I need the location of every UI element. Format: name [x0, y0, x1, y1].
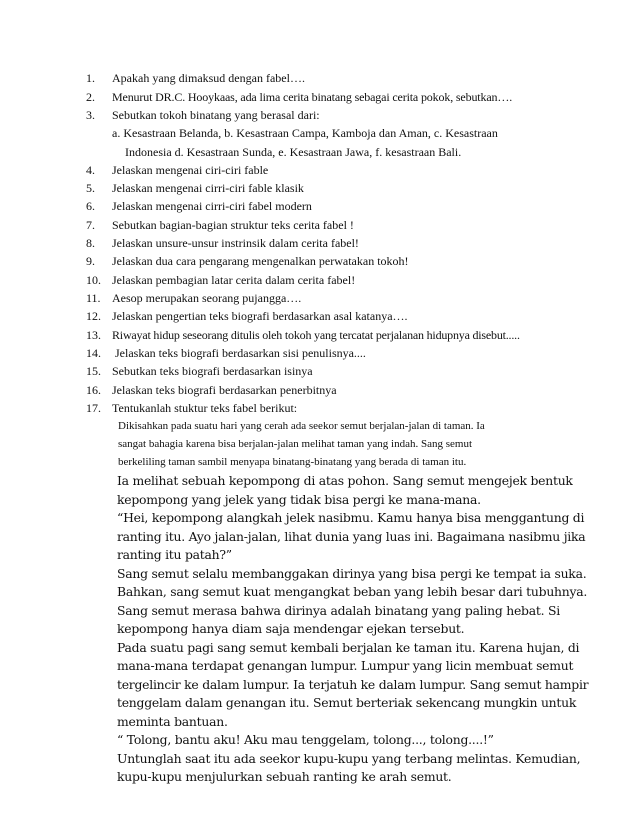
- question-6: [86, 199, 566, 213]
- question-number: 17.: [86, 401, 101, 415]
- question-number: 11.: [86, 291, 101, 305]
- question-number: 13.: [86, 328, 101, 342]
- question-text: Sebutkan teks biografi berdasarkan isinya: [112, 364, 313, 378]
- question-number: 2.: [86, 90, 95, 104]
- question-15: [86, 364, 566, 378]
- question-text: Menurut DR.C. Hooykaas, ada lima cerita binatang sebagai cerita pokok, sebutkan….: [112, 90, 513, 104]
- question-number: 10.: [86, 273, 101, 287]
- question-number: 16.: [86, 383, 101, 397]
- question-text: Aesop merupakan seorang pujangga….: [112, 291, 302, 305]
- question-number: 3.: [86, 108, 95, 122]
- question-text: Riwayat hidup seseorang ditulis oleh tokoh yang tercatat perjalanan hidupnya disebut.....: [112, 328, 520, 342]
- question-14: [86, 346, 566, 360]
- story-line: Ia melihat sebuah kepompong di atas pohon. Sang semut mengejek bentuk: [117, 473, 573, 488]
- question-7: [86, 218, 566, 232]
- story-line: meminta bantuan.: [117, 714, 228, 729]
- story-line: Sang semut merasa bahwa dirinya adalah binatang yang paling hebat. Si: [117, 603, 560, 618]
- question-text: Sebutkan bagian-bagian struktur teks cerita fabel !: [112, 218, 354, 232]
- story-line: Sang semut selalu membanggakan dirinya yang bisa pergi ke tempat ia suka.: [117, 566, 587, 581]
- story-line: kepompong hanya diam saja mendengar ejekan tersebut.: [117, 621, 465, 636]
- question-text: Jelaskan pengertian teks biografi berdasarkan asal katanya….: [112, 309, 408, 323]
- question-1: [86, 71, 566, 85]
- story-line: ranting itu patah?”: [117, 547, 232, 562]
- question-number: 15.: [86, 364, 101, 378]
- story-line: kepompong yang jelek yang tidak bisa pergi ke mana-mana.: [117, 492, 481, 507]
- question-4: [86, 163, 566, 177]
- question-text: Jelaskan mengenai cirri-ciri fabel modern: [112, 199, 312, 213]
- story-line: ranting itu. Ayo jalan-jalan, lihat dunia yang luas ini. Bagaimana nasibmu jika: [117, 529, 586, 544]
- story-intro-line: berkeliling taman sambil menyapa binatang-binatang yang berada di taman itu.: [118, 456, 467, 468]
- question-13: [86, 328, 566, 342]
- story-line: Pada suatu pagi sang semut kembali berjalan ke taman itu. Karena hujan, di: [117, 640, 580, 655]
- story-line: “ Tolong, bantu aku! Aku mau tenggelam, tolong..., tolong....!”: [117, 732, 494, 747]
- question-3-options-line-1: a. Kesastraan Belanda, b. Kesastraan Campa, Kamboja dan Aman, c. Kesastraan: [112, 126, 498, 140]
- question-12: [86, 309, 566, 323]
- question-text: Jelaskan unsure-unsur instrinsik dalam cerita fabel!: [112, 236, 359, 250]
- story-line: Untunglah saat itu ada seekor kupu-kupu yang terbang melintas. Kemudian,: [117, 751, 581, 766]
- question-number: 14.: [86, 346, 101, 360]
- story-line: tenggelam dalam genangan itu. Semut berteriak sekencang mungkin untuk: [117, 695, 577, 710]
- question-text: Jelaskan teks biografi berdasarkan penerbitnya: [112, 383, 337, 397]
- question-8: [86, 236, 566, 250]
- story-intro-line: sangat bahagia karena bisa berjalan-jalan melihat taman yang indah. Sang semut: [118, 438, 473, 450]
- question-text: Jelaskan dua cara pengarang mengenalkan perwatakan tokoh!: [112, 254, 409, 268]
- story-intro-line: Dikisahkan pada suatu hari yang cerah ada seekor semut berjalan-jalan di taman. Ia: [118, 420, 485, 432]
- question-3: [86, 108, 566, 122]
- question-number: 12.: [86, 309, 101, 323]
- story-line: “Hei, kepompong alangkah jelek nasibmu. Kamu hanya bisa menggantung di: [117, 510, 585, 525]
- question-text: Jelaskan mengenai ciri-ciri fable: [112, 163, 269, 177]
- question-number: 5.: [86, 181, 95, 195]
- question-11: [86, 291, 566, 305]
- question-2: [86, 90, 566, 104]
- question-text: Jelaskan mengenai cirri-ciri fable klasik: [112, 181, 304, 195]
- question-number: 8.: [86, 236, 95, 250]
- question-text: Apakah yang dimaksud dengan fabel….: [112, 71, 305, 85]
- story-line: tergelincir ke dalam lumpur. Ia terjatuh ke dalam lumpur. Sang semut hampir: [117, 677, 589, 692]
- question-number: 6.: [86, 199, 95, 213]
- question-5: [86, 181, 566, 195]
- question-number: 9.: [86, 254, 95, 268]
- question-10: [86, 273, 566, 287]
- question-text: Sebutkan tokoh binatang yang berasal dari:: [112, 108, 320, 122]
- question-17: [86, 401, 566, 415]
- question-text: Jelaskan teks biografi berdasarkan sisi penulisnya....: [112, 346, 366, 360]
- question-3-options-line-2: Indonesia d. Kesastraan Sunda, e. Kesastraan Jawa, f. kesastraan Bali.: [125, 145, 462, 159]
- story-line: mana-mana terdapat genangan lumpur. Lumpur yang licin membuat semut: [117, 658, 574, 673]
- question-text: Tentukanlah stuktur teks fabel berikut:: [112, 401, 298, 415]
- story-line: kupu-kupu menjulurkan sebuah ranting ke arah semut.: [117, 769, 452, 784]
- question-16: [86, 383, 566, 397]
- question-9: [86, 254, 566, 268]
- question-text: Jelaskan pembagian latar cerita dalam cerita fabel!: [112, 273, 356, 287]
- story-line: Bahkan, sang semut kuat mengangkat beban yang lebih besar dari tubuhnya.: [117, 584, 588, 599]
- question-number: 7.: [86, 218, 95, 232]
- question-number: 4.: [86, 163, 95, 177]
- question-number: 1.: [86, 71, 95, 85]
